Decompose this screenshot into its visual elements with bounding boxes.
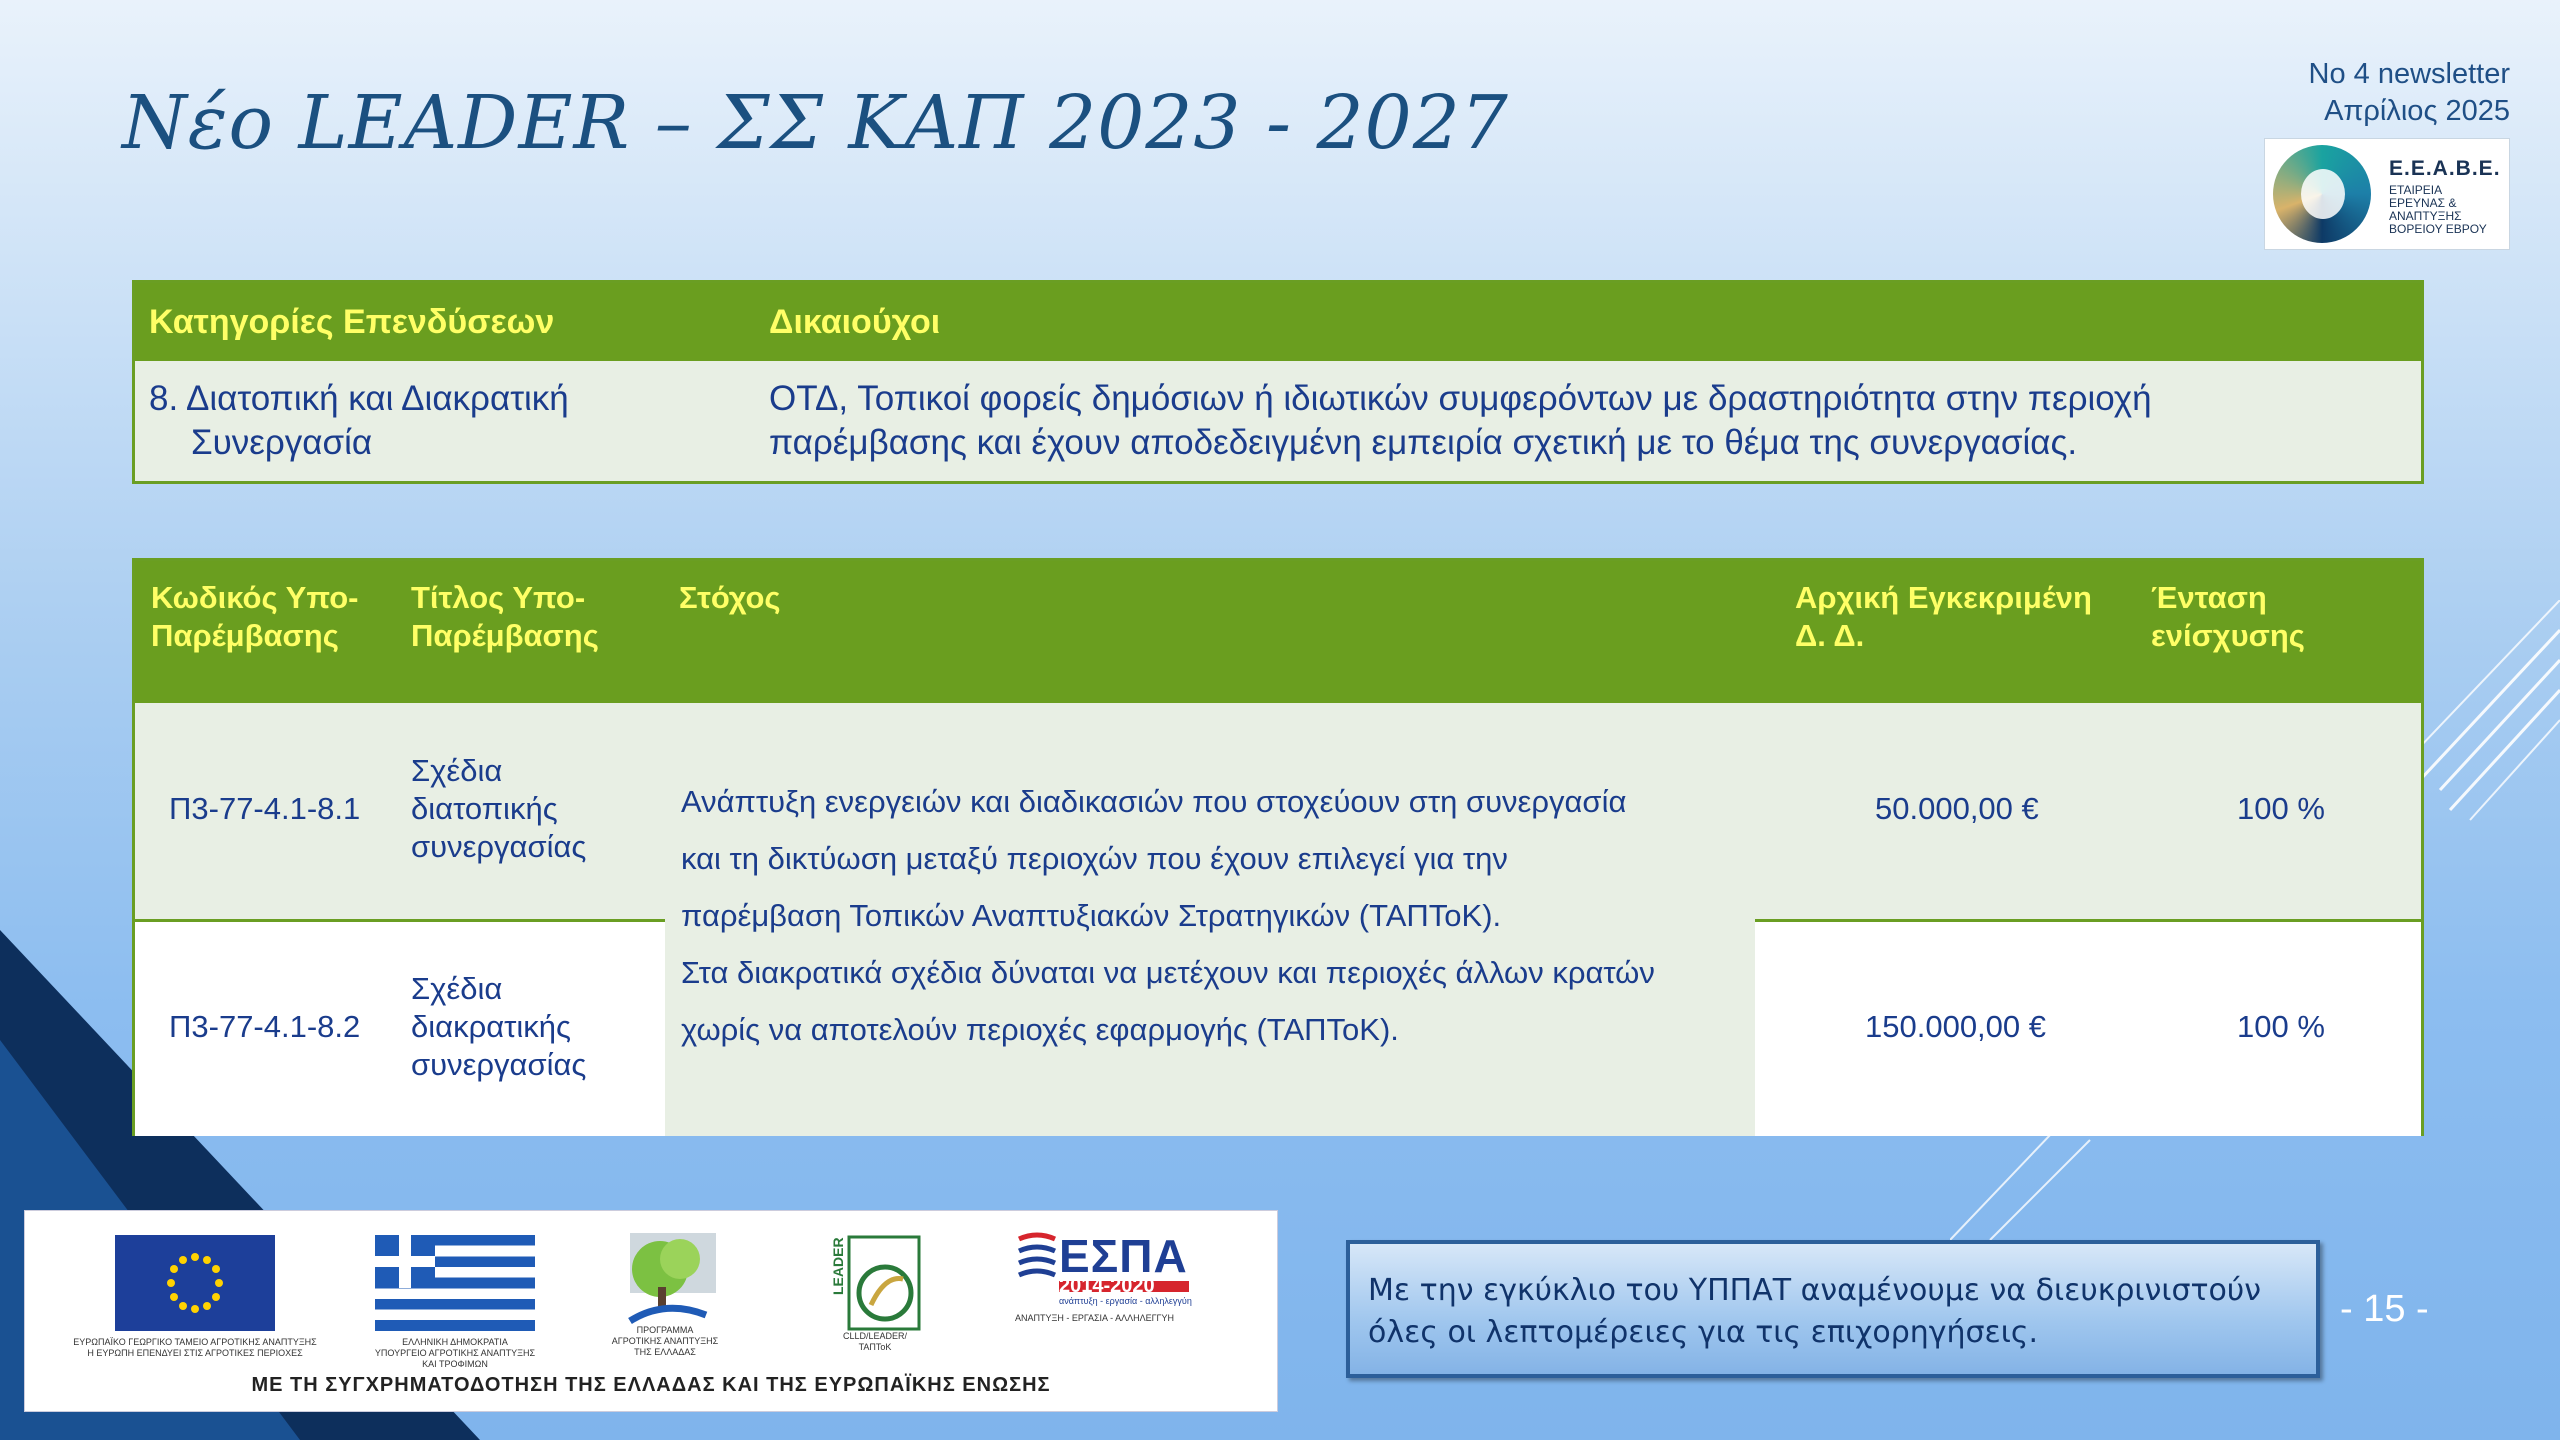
prog-caption-2: ΑΓΡΟΤΙΚΗΣ ΑΝΑΠΤΥΞΗΣ <box>611 1336 719 1346</box>
note-line1: Με την εγκύκλιο του ΥΠΠΑΤ αναμένουμε να διευκρινιστούν <box>1368 1273 2262 1308</box>
header-goal: Στόχος <box>679 580 781 615</box>
eu-logo <box>45 1235 345 1359</box>
eeabe-logo-emblem <box>2273 145 2371 243</box>
row2-intensity: 100 % <box>2237 1009 2325 1044</box>
greek-flag-icon <box>375 1235 535 1331</box>
table-header-row <box>135 561 2421 703</box>
sub-intervention-table <box>132 558 2424 1136</box>
goal-line: παρέμβαση Τοπικών Αναπτυξιακών Στρατηγικών (ΤΑΠΤοΚ). <box>681 898 1502 933</box>
gr-caption-1: ΕΛΛΗΝΙΚΗ ΔΗΜΟΚΡΑΤΙΑ <box>402 1337 508 1347</box>
beneficiaries-line2: παρέμβασης και έχουν αποδεδειγμένη εμπειρία σχετική με το θέμα της συνεργασίας. <box>769 423 2078 462</box>
logo-sub1: ΕΤΑΙΡΕΙΑ <box>2389 183 2443 197</box>
category-line1: 8. Διατοπική και Διακρατική <box>149 379 569 418</box>
info-note-box <box>1346 1240 2320 1378</box>
espa-wave-icon <box>1015 1231 1059 1281</box>
leader-icon <box>825 1235 925 1331</box>
table-header-row <box>135 283 2421 361</box>
espa-logo <box>1015 1231 1235 1324</box>
svg-text:LEADER: LEADER <box>830 1237 846 1295</box>
page-title: Νέο LEADER – ΣΣ ΚΑΠ 2023 - 2027 <box>122 80 1509 166</box>
row1-title: Σχέδια διατοπικής συνεργασίας <box>411 753 587 864</box>
espa-tag: ανάπτυξη - εργασία - αλληλεγγύη <box>1059 1296 1192 1306</box>
tree-icon <box>610 1229 720 1325</box>
goal-text <box>681 773 1751 1058</box>
goal-line: χωρίς να αποτελούν περιοχές εφαρμογής (ΤΑΠΤοΚ). <box>681 1012 1399 1047</box>
goal-line: Ανάπτυξη ενεργειών και διαδικασιών που στοχεύουν στη συνεργασία <box>681 784 1627 819</box>
gr-caption-2: ΥΠΟΥΡΓΕΙΟ ΑΓΡΟΤΙΚΗΣ ΑΝΑΠΤΥΞΗΣ <box>374 1348 536 1358</box>
header-code: Κωδικός Υπο- Παρέμβασης <box>151 580 359 653</box>
leader-caption-1: CLLD/LEADER/ <box>842 1331 908 1341</box>
header-title: Τίτλος Υπο- Παρέμβασης <box>411 580 599 653</box>
logo-sub3: ΑΝΑΠΤΥΞΗΣ <box>2389 209 2462 223</box>
greek-ministry-logo <box>355 1235 555 1370</box>
beneficiaries-cell <box>755 361 2421 481</box>
goal-line: και τη δικτύωση μεταξύ περιοχών που έχουν επιλεγεί για την <box>681 841 1508 876</box>
eu-flag-icon <box>115 1235 275 1331</box>
beneficiaries-line1: ΟΤΔ, Τοπικοί φορείς δημόσιων ή ιδιωτικών συμφερόντων με δραστηριότητα στην περιοχή <box>769 379 2152 418</box>
leader-caption-2: ΤΑΠΤοΚ <box>858 1342 892 1352</box>
row2-title: Σχέδια διακρατικής συνεργασίας <box>411 971 587 1082</box>
eeabe-logo <box>2264 138 2510 250</box>
row1-intensity: 100 % <box>2237 791 2325 826</box>
newsletter-date: Απρίλιος 2025 <box>2324 95 2510 127</box>
leader-logo <box>815 1235 935 1353</box>
eu-caption-1: ΕΥΡΩΠΑΪΚΟ ΓΕΩΡΓΙΚΟ ΤΑΜΕΙΟ ΑΓΡΟΤΙΚΗΣ ΑΝΑΠΤΥΞΗΣ <box>73 1337 317 1347</box>
prog-caption-1: ΠΡΟΓΡΑΜΜΑ <box>636 1325 694 1335</box>
investment-categories-table <box>132 280 2424 484</box>
header-investment-categories: Κατηγορίες Επενδύσεων <box>149 302 555 341</box>
rural-program-logo <box>585 1229 745 1358</box>
header-beneficiaries: Δικαιούχοι <box>769 302 941 341</box>
page-number: - 15 - <box>2340 1288 2429 1330</box>
category-line2: Συνεργασία <box>191 423 373 462</box>
newsletter-number: Νο 4 newsletter <box>2308 58 2510 90</box>
espa-caption: ΑΝΑΠΤΥΞΗ - ΕΡΓΑΣΙΑ - ΑΛΛΗΛΕΓΓΥΗ <box>1015 1313 1175 1323</box>
category-cell <box>135 361 755 481</box>
header-budget: Αρχική Εγκεκριμένη Δ. Δ. <box>1795 580 2092 653</box>
row2-budget: 150.000,00 € <box>1865 1009 2047 1044</box>
logo-name: Ε.Ε.Α.Β.Ε. <box>2389 157 2501 180</box>
row1-code: Π3-77-4.1-8.1 <box>169 791 361 826</box>
eu-caption-2: Η ΕΥΡΩΠΗ ΕΠΕΝΔΥΕΙ ΣΤΙΣ ΑΓΡΟΤΙΚΕΣ ΠΕΡΙΟΧΕΣ <box>87 1348 303 1358</box>
table-row <box>135 361 2421 481</box>
header-intensity: Ένταση ενίσχυσης <box>2151 580 2305 653</box>
note-line2: όλες οι λεπτομέρειες για τις επιχορηγήσεις. <box>1368 1315 2039 1350</box>
espa-title: ΕΣΠΑ <box>1059 1229 1188 1282</box>
row1-budget: 50.000,00 € <box>1875 791 2039 826</box>
gr-caption-3: ΚΑΙ ΤΡΟΦΙΜΩΝ <box>422 1359 488 1369</box>
cofunding-caption: ΜΕ ΤΗ ΣΥΓΧΡΗΜΑΤΟΔΟΤΗΣΗ ΤΗΣ ΕΛΛΑΔΑΣ ΚΑΙ ΤΗΣ ΕΥΡΩΠΑΪΚΗΣ ΕΝΩΣΗΣ <box>251 1374 1051 1396</box>
funding-logos-banner <box>24 1210 1278 1412</box>
espa-years: 2014-2020 <box>1059 1281 1189 1292</box>
row2-code: Π3-77-4.1-8.2 <box>169 1009 361 1044</box>
newsletter-info <box>2309 56 2511 130</box>
logo-sub2: ΕΡΕΥΝΑΣ & <box>2389 196 2457 210</box>
goal-line: Στα διακρατικά σχέδια δύναται να μετέχουν και περιοχές άλλων κρατών <box>681 955 1655 990</box>
prog-caption-3: ΤΗΣ ΕΛΛΑΔΑΣ <box>634 1347 696 1357</box>
logo-sub4: ΒΟΡΕΙΟΥ ΕΒΡΟΥ <box>2389 222 2487 236</box>
